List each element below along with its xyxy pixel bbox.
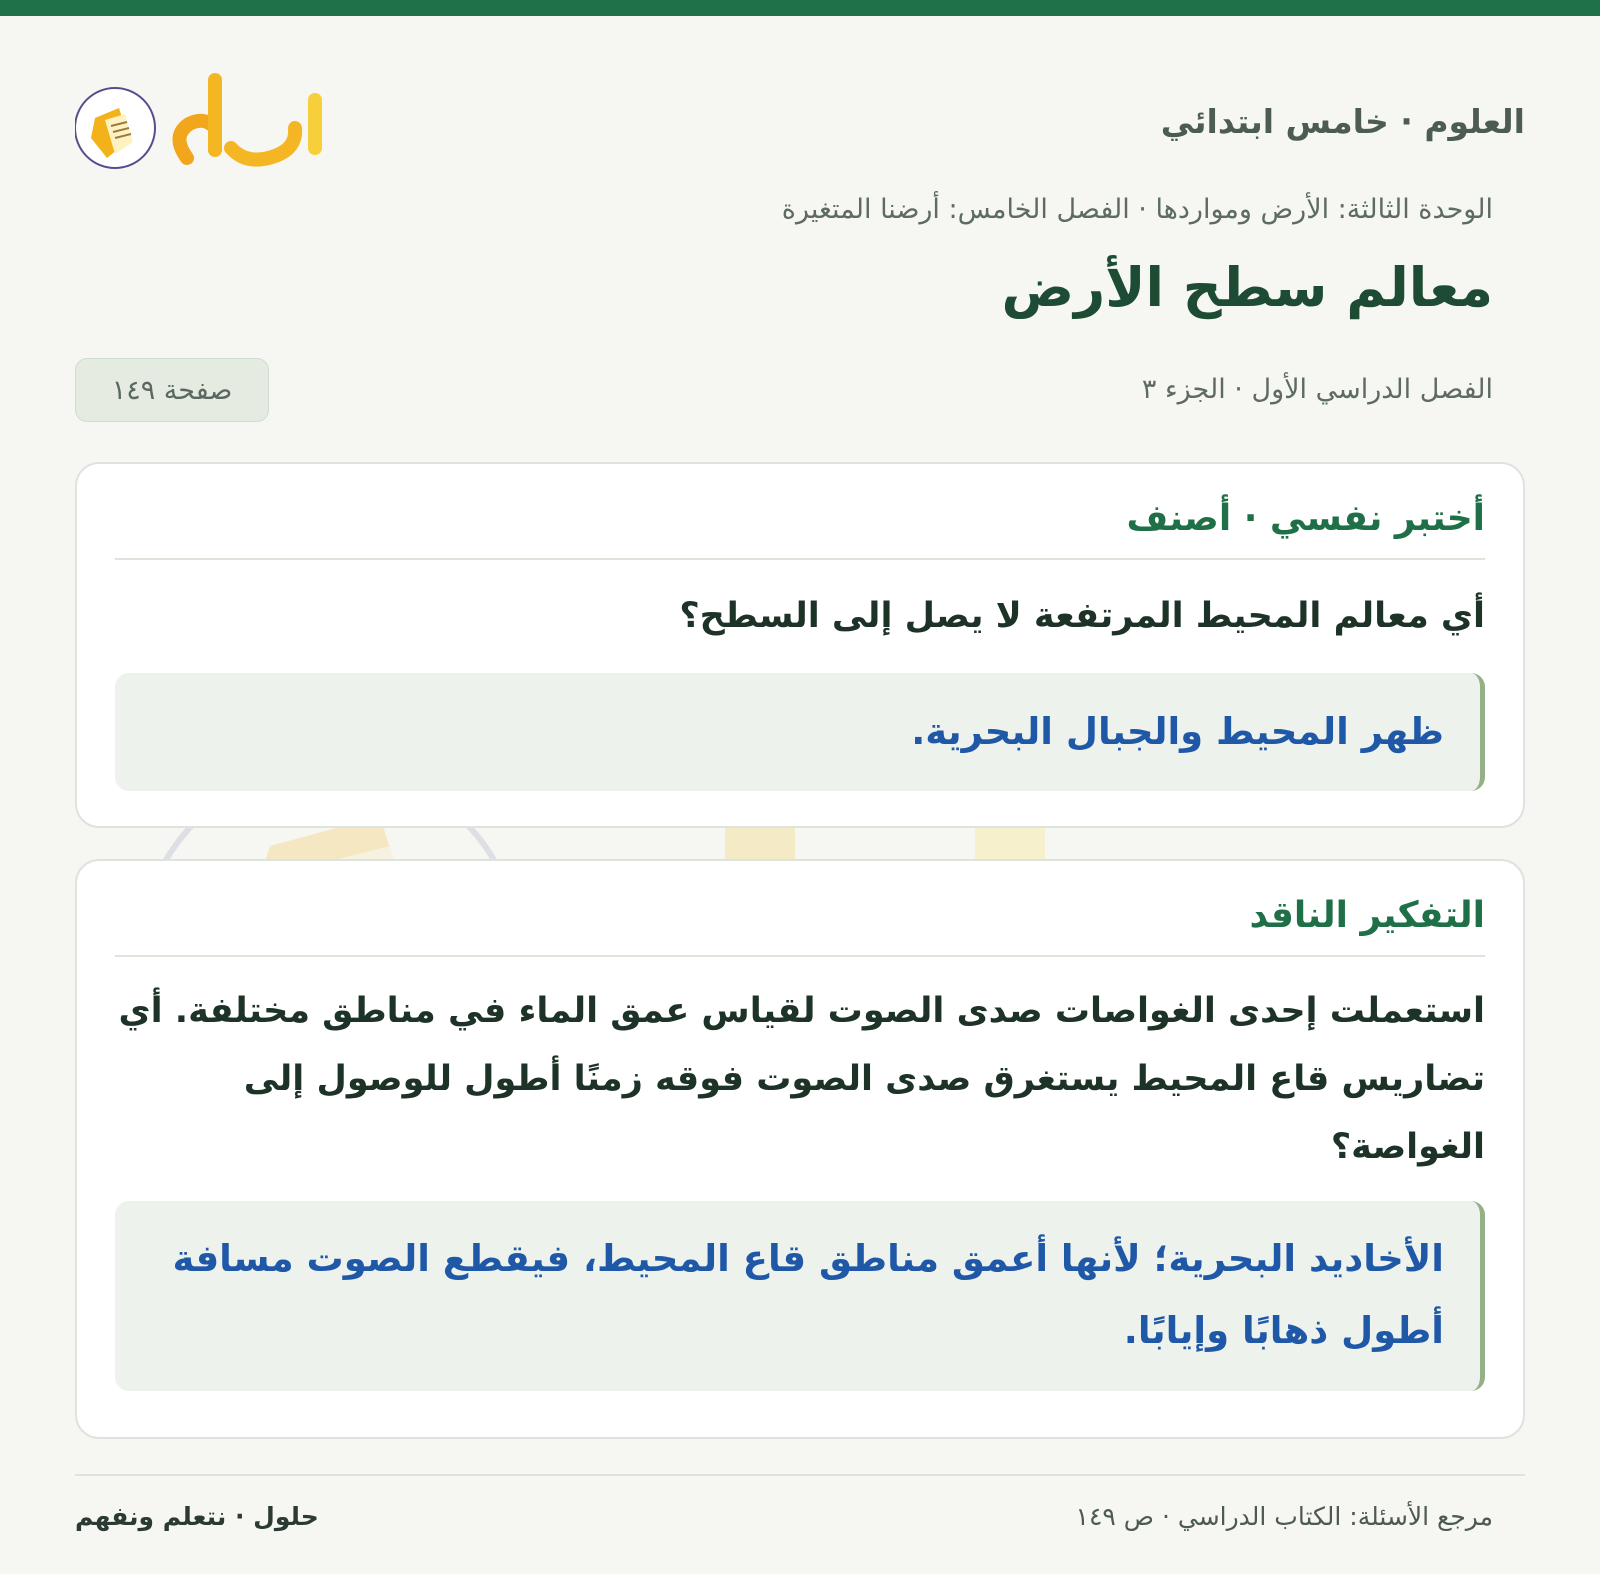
answer-box: ظهر المحيط والجبال البحرية.	[115, 673, 1485, 791]
question-card-1	[75, 462, 1525, 828]
page	[0, 16, 1600, 1574]
subject-heading: العلوم · خامس ابتدائي	[1160, 102, 1525, 141]
page-title: معالم سطح الأرض	[1001, 256, 1493, 319]
page-header	[75, 56, 1525, 186]
footer-reference: مرجع الأسئلة: الكتاب الدراسي · ص ١٤٩	[1075, 1502, 1493, 1531]
breadcrumb: الوحدة الثالثة: الأرض ومواردها · الفصل الخامس: أرضنا المتغيرة	[781, 194, 1493, 225]
page-number-badge: صفحة ١٤٩	[75, 358, 269, 422]
card-title: التفكير الناقد	[1249, 895, 1485, 936]
answer-box: الأخاديد البحرية؛ لأنها أعمق مناطق قاع المحيط، فيقطع الصوت مسافة أطول ذهابًا وإيابًا.	[115, 1201, 1485, 1391]
footer-divider	[75, 1474, 1525, 1476]
book-pencil-logo-icon	[75, 70, 335, 180]
question-card-2	[75, 859, 1525, 1439]
site-logo[interactable]	[75, 70, 335, 180]
card-title: أختبر نفسي · أصنف	[1126, 498, 1485, 539]
question-text: استعملت إحدى الغواصات صدى الصوت لقياس عمق الماء في مناطق مختلفة. أي تضاريس قاع المحيط يستغرق صدى الصوت فوقه زمنًا أطول للوصول إلى الغواصة؟	[118, 991, 1485, 1167]
top-accent-bar	[0, 0, 1600, 16]
card-divider	[115, 558, 1485, 560]
semester-info: الفصل الدراسي الأول · الجزء ٣	[1141, 374, 1493, 405]
footer-brand: حلول · نتعلم ونفهم	[75, 1502, 319, 1531]
card-divider	[115, 955, 1485, 957]
question-text: أي معالم المحيط المرتفعة لا يصل إلى السطح؟	[679, 596, 1485, 636]
